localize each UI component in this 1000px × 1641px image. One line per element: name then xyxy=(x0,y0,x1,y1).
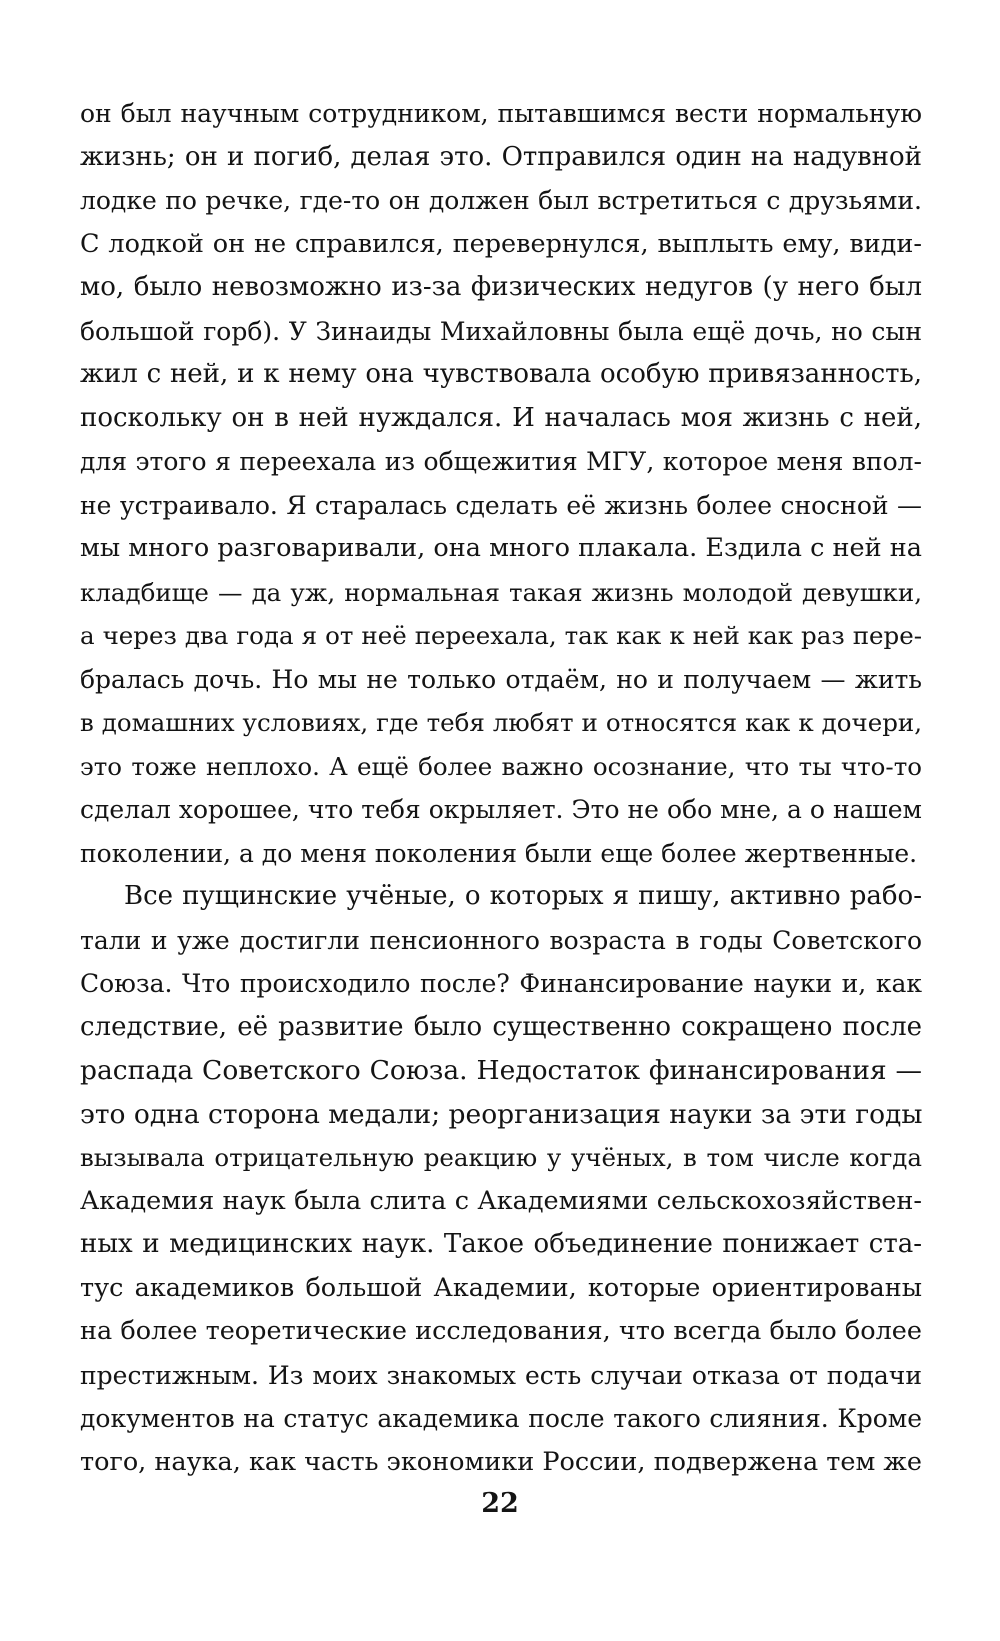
text-line: поколении, а до меня поколения были еще более жертвенные. xyxy=(80,838,918,868)
page-number: 22 xyxy=(481,1488,519,1519)
body-text xyxy=(80,92,922,1484)
text-line: лодке по речке, где-то он должен был встретиться с друзьями. xyxy=(80,186,922,215)
text-line: мо, было невозможно из-за физических недугов (у него был xyxy=(80,272,922,302)
text-line: Союза. Что происходило после? Финансирование науки и, как xyxy=(80,969,922,998)
text-line: а через два года я от неё переехала, так как к ней как раз пере- xyxy=(80,621,922,650)
paragraph-1 xyxy=(80,92,922,875)
text-line: в домашних условиях, где тебя любят и относятся как к дочери, xyxy=(80,708,922,737)
text-line: распада Советского Союза. Недостаток финансирования — xyxy=(80,1055,922,1086)
text-line: ных и медицинских наук. Такое объединение понижает ста- xyxy=(80,1229,922,1259)
text-line: жил с ней, и к нему она чувствовала особую привязанность, xyxy=(80,359,922,389)
text-line: тали и уже достигли пенсионного возраста в годы Советского xyxy=(80,925,922,955)
text-line: кладбище — да уж, нормальная такая жизнь молодой девушки, xyxy=(80,577,922,607)
text-line: вызывала отрицательную реакцию у учёных, в том числе когда xyxy=(80,1143,922,1172)
text-line: он был научным сотрудником, пытавшимся вести нормальную xyxy=(80,99,922,128)
text-line: жизнь; он и погиб, делая это. Отправился один на надувной xyxy=(80,141,922,172)
text-line: того, наука, как часть экономики России, подвержена тем же xyxy=(80,1446,922,1477)
text-line: престижным. Из моих знакомых есть случаи отказа от подачи xyxy=(80,1360,922,1390)
text-line: С лодкой он не справился, перевернулся, выплыть ему, види- xyxy=(80,228,922,259)
text-line: для этого я переехала из общежития МГУ, которое меня впол- xyxy=(80,447,922,476)
text-line: тус академиков большой Академии, которые ориентированы xyxy=(80,1272,922,1303)
text-line: на более теоретические исследования, что всегда было более xyxy=(80,1316,922,1346)
text-line: это тоже неплохо. А ещё более важно осознание, что ты что-то xyxy=(80,751,922,781)
text-line: бралась дочь. Но мы не только отдаём, но и получаем — жить xyxy=(80,664,922,694)
text-line: мы много разговаривали, она много плакала. Ездила с ней на xyxy=(80,533,922,563)
text-line: Все пущинские учёные, о которых я пишу, активно рабо- xyxy=(124,881,922,911)
text-line: Академия наук была слита с Академиями сельскохозяйствен- xyxy=(80,1185,922,1216)
text-line: следствие, её развитие было существенно сокращено после xyxy=(80,1011,922,1042)
text-line: это одна сторона медали; реорганизация науки за эти годы xyxy=(80,1098,923,1130)
text-line: большой горб). У Зинаиды Михайловны была ещё дочь, но сын xyxy=(80,316,922,346)
text-line: сделал хорошее, что тебя окрыляет. Это не обо мне, а о нашем xyxy=(80,795,922,824)
text-line: поскольку он в ней нуждался. И началась моя жизнь с ней, xyxy=(80,402,922,433)
text-line: документов на статус академика после такого слияния. Кроме xyxy=(80,1404,922,1433)
paragraph-2 xyxy=(80,875,922,1484)
text-line: не устраивало. Я старалась сделать её жизнь более сносной — xyxy=(80,490,922,520)
